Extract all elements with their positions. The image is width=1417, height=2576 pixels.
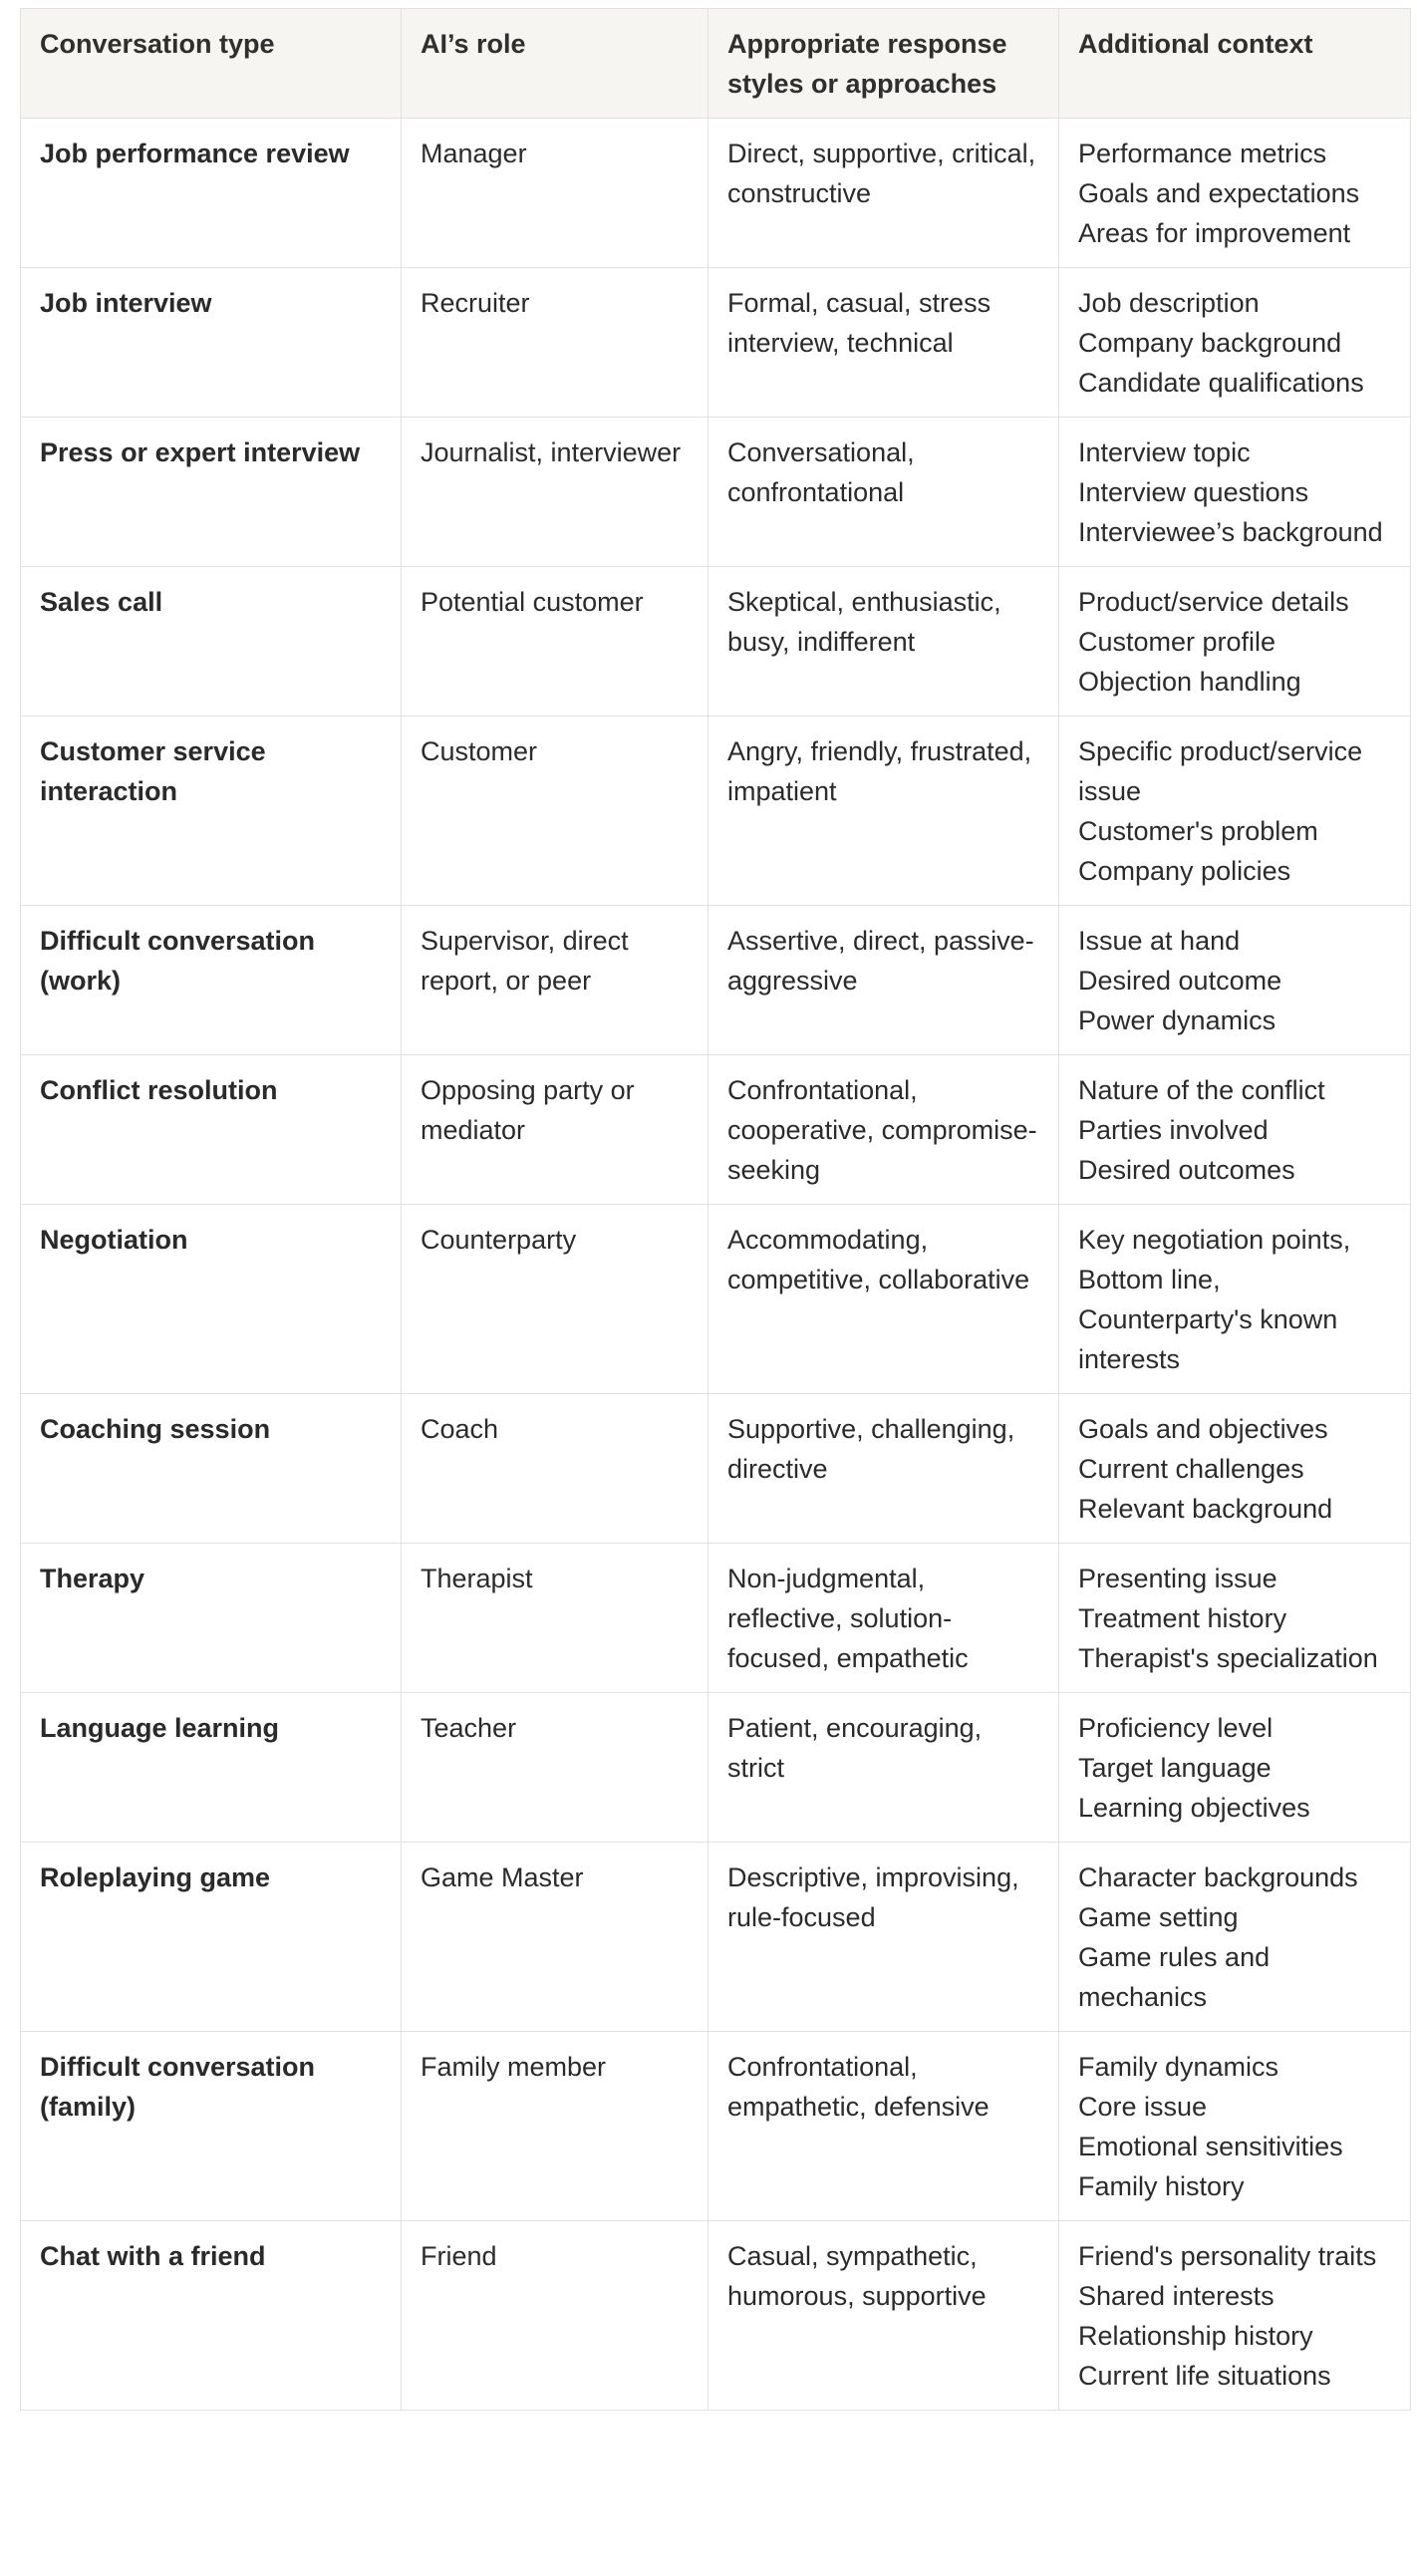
response-styles-cell: Supportive, challenging, directive	[708, 1394, 1059, 1544]
conversation-type-cell: Therapy	[21, 1544, 402, 1693]
additional-context-cell	[1059, 567, 1411, 716]
ai-role-cell: Therapist	[402, 1544, 708, 1693]
conversation-type-cell: Coaching session	[21, 1394, 402, 1544]
context-item: Candidate qualifications	[1078, 368, 1364, 398]
conversation-type-cell: Chat with a friend	[21, 2221, 402, 2411]
context-item: Emotional sensitivities	[1078, 2132, 1343, 2161]
context-item: Character backgrounds	[1078, 1862, 1358, 1892]
conversation-type-cell: Difficult conversation (family)	[21, 2032, 402, 2221]
ai-role-cell: Opposing party or mediator	[402, 1055, 708, 1205]
response-styles-cell: Patient, encouraging, strict	[708, 1693, 1059, 1843]
context-item: Job description	[1078, 288, 1260, 318]
context-item: Goals and expectations	[1078, 178, 1360, 208]
table-row	[21, 567, 1411, 716]
response-styles-cell: Skeptical, enthusiastic, busy, indifferent	[708, 567, 1059, 716]
additional-context-cell	[1059, 716, 1411, 906]
context-item: Interview topic	[1078, 437, 1251, 467]
additional-context-cell	[1059, 906, 1411, 1055]
context-item: Core issue	[1078, 2092, 1208, 2122]
context-item: Product/service details	[1078, 587, 1349, 617]
additional-context-cell	[1059, 1394, 1411, 1544]
conversation-type-cell: Job interview	[21, 268, 402, 418]
ai-role-cell: Recruiter	[402, 268, 708, 418]
conversation-type-cell: Job performance review	[21, 119, 402, 268]
response-styles-cell: Descriptive, improvising, rule-focused	[708, 1843, 1059, 2032]
context-item: Performance metrics	[1078, 139, 1327, 168]
header-conversation-type: Conversation type	[21, 9, 402, 119]
context-item: Objection handling	[1078, 667, 1301, 697]
table-row	[21, 2221, 1411, 2411]
context-item: Company policies	[1078, 856, 1291, 886]
table-header	[21, 9, 1411, 119]
response-styles-cell: Confrontational, empathetic, defensive	[708, 2032, 1059, 2221]
conversation-type-cell: Press or expert interview	[21, 418, 402, 567]
additional-context-cell	[1059, 2221, 1411, 2411]
table-row	[21, 716, 1411, 906]
table-row	[21, 1055, 1411, 1205]
ai-role-cell: Manager	[402, 119, 708, 268]
context-item: Goals and objectives	[1078, 1414, 1328, 1444]
context-item: Learning objectives	[1078, 1793, 1310, 1823]
context-item: Areas for improvement	[1078, 218, 1351, 248]
conversation-type-cell: Roleplaying game	[21, 1843, 402, 2032]
context-item: Friend's personality traits	[1078, 2241, 1377, 2271]
additional-context-cell	[1059, 1544, 1411, 1693]
response-styles-cell: Confrontational, cooperative, compromise-seeking	[708, 1055, 1059, 1205]
ai-role-cell: Family member	[402, 2032, 708, 2221]
context-item: Interviewee’s background	[1078, 517, 1383, 547]
conversation-type-cell: Sales call	[21, 567, 402, 716]
table-row	[21, 1205, 1411, 1394]
conversation-type-cell: Difficult conversation (work)	[21, 906, 402, 1055]
context-item: Interview questions	[1078, 477, 1309, 507]
context-item: Treatment history	[1078, 1603, 1287, 1633]
context-item: Current challenges	[1078, 1454, 1304, 1484]
context-item: Therapist's specialization	[1078, 1643, 1378, 1673]
context-item: Desired outcomes	[1078, 1155, 1295, 1185]
ai-role-cell: Coach	[402, 1394, 708, 1544]
context-item: Issue at hand	[1078, 926, 1241, 956]
response-styles-cell: Accommodating, competitive, collaborative	[708, 1205, 1059, 1394]
ai-role-cell: Journalist, interviewer	[402, 418, 708, 567]
table-row	[21, 906, 1411, 1055]
context-item: Customer profile	[1078, 627, 1276, 657]
response-styles-cell: Angry, friendly, frustrated, impatient	[708, 716, 1059, 906]
table-row	[21, 2032, 1411, 2221]
context-item: Family dynamics	[1078, 2052, 1279, 2082]
context-item: Desired outcome	[1078, 966, 1282, 996]
additional-context-cell	[1059, 2032, 1411, 2221]
additional-context-cell	[1059, 268, 1411, 418]
conversation-type-cell: Conflict resolution	[21, 1055, 402, 1205]
response-styles-cell: Non-judgmental, reflective, solution-focused, empathetic	[708, 1544, 1059, 1693]
context-item: Key negotiation points, Bottom line, Counterparty's known interests	[1078, 1225, 1351, 1374]
context-item: Relevant background	[1078, 1494, 1333, 1524]
response-styles-cell: Assertive, direct, passive-aggressive	[708, 906, 1059, 1055]
table-row	[21, 268, 1411, 418]
ai-role-cell: Customer	[402, 716, 708, 906]
context-item: Power dynamics	[1078, 1005, 1276, 1035]
conversation-types-table	[20, 8, 1411, 2411]
response-styles-cell: Direct, supportive, critical, constructive	[708, 119, 1059, 268]
conversation-type-cell: Negotiation	[21, 1205, 402, 1394]
context-item: Current life situations	[1078, 2361, 1331, 2391]
response-styles-cell: Casual, sympathetic, humorous, supportive	[708, 2221, 1059, 2411]
ai-role-cell: Potential customer	[402, 567, 708, 716]
ai-role-cell: Supervisor, direct report, or peer	[402, 906, 708, 1055]
table-row	[21, 1843, 1411, 2032]
table-row	[21, 1693, 1411, 1843]
context-item: Customer's problem	[1078, 816, 1318, 846]
context-item: Target language	[1078, 1753, 1272, 1783]
context-item: Nature of the conflict	[1078, 1075, 1325, 1105]
conversation-types-table-container	[20, 8, 1410, 2411]
additional-context-cell	[1059, 1693, 1411, 1843]
additional-context-cell	[1059, 1843, 1411, 2032]
response-styles-cell: Conversational, confrontational	[708, 418, 1059, 567]
conversation-type-cell: Language learning	[21, 1693, 402, 1843]
context-item: Parties involved	[1078, 1115, 1269, 1145]
header-additional-context: Additional context	[1059, 9, 1411, 119]
additional-context-cell	[1059, 1205, 1411, 1394]
additional-context-cell	[1059, 1055, 1411, 1205]
conversation-type-cell: Customer service interaction	[21, 716, 402, 906]
table-row	[21, 119, 1411, 268]
context-item: Family history	[1078, 2171, 1245, 2201]
response-styles-cell: Formal, casual, stress interview, technical	[708, 268, 1059, 418]
context-item: Game setting	[1078, 1902, 1239, 1932]
header-row	[21, 9, 1411, 119]
table-row	[21, 1544, 1411, 1693]
ai-role-cell: Friend	[402, 2221, 708, 2411]
table-row	[21, 418, 1411, 567]
context-item: Relationship history	[1078, 2321, 1313, 2351]
context-item: Presenting issue	[1078, 1564, 1277, 1593]
ai-role-cell: Counterparty	[402, 1205, 708, 1394]
table-body	[21, 119, 1411, 2411]
context-item: Shared interests	[1078, 2281, 1275, 2311]
additional-context-cell	[1059, 119, 1411, 268]
context-item: Company background	[1078, 328, 1342, 358]
context-item: Specific product/service issue	[1078, 736, 1363, 806]
ai-role-cell: Game Master	[402, 1843, 708, 2032]
header-ai-role: AI’s role	[402, 9, 708, 119]
table-row	[21, 1394, 1411, 1544]
header-response-styles: Appropriate response styles or approaches	[708, 9, 1059, 119]
context-item: Game rules and mechanics	[1078, 1942, 1271, 2012]
additional-context-cell	[1059, 418, 1411, 567]
ai-role-cell: Teacher	[402, 1693, 708, 1843]
context-item: Proficiency level	[1078, 1713, 1274, 1743]
